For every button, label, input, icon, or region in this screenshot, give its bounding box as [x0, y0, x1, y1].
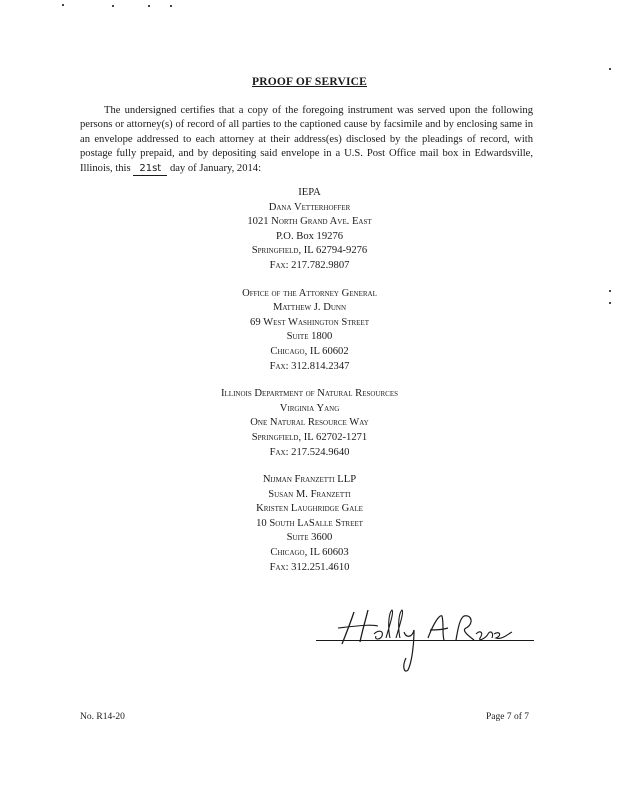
- recipient-name: Susan M. Franzetti: [268, 488, 351, 500]
- scan-speck: [170, 5, 172, 7]
- recipient-city: Springfield, IL 62702-1271: [251, 431, 368, 443]
- document-title: PROOF OF SERVICE: [251, 76, 368, 88]
- recipient-city: Chicago, IL 60602: [270, 345, 349, 357]
- recipient-suite: Suite 3600: [286, 532, 333, 544]
- signature-line: [316, 640, 534, 641]
- scan-speck: [609, 68, 611, 70]
- recipient-suite: Suite 1800: [286, 331, 333, 343]
- page-number: Page 7 of 7: [485, 712, 529, 722]
- case-number: No. R14-20: [80, 712, 125, 722]
- service-list: [0, 186, 619, 588]
- certification-date-text: day of January, 2014:: [169, 162, 262, 174]
- recipient-name: Matthew J. Dunn: [272, 302, 347, 314]
- recipient-org: Nijman Franzetti LLP: [262, 474, 357, 486]
- recipient-po-box: P.O. Box 19276: [275, 230, 344, 242]
- recipient-org: Illinois Department of Natural Resources: [221, 388, 398, 400]
- recipient-name: Virginia Yang: [279, 402, 340, 414]
- recipient-fax: Fax: 217.782.9807: [269, 259, 350, 271]
- handwritten-day: 21st: [133, 163, 167, 176]
- recipient-block-attorney-general: [0, 287, 619, 375]
- recipient-block-iepa: [0, 186, 619, 274]
- recipient-street: 10 South LaSalle Street: [256, 517, 363, 529]
- recipient-org: IEPA: [298, 187, 321, 198]
- recipient-street: 69 West Washington Street: [250, 316, 369, 328]
- certification-paragraph: [80, 104, 533, 176]
- recipient-fax: Fax: 312.814.2347: [269, 360, 350, 372]
- recipient-name: Dana Vetterhoffer: [268, 201, 351, 213]
- handwritten-signature: [316, 604, 536, 678]
- recipient-org: Office of the Attorney General: [242, 287, 377, 299]
- recipient-fax: Fax: 312.251.4610: [269, 561, 350, 573]
- certification-text: The undersigned certifies that a copy of the foregoing instrument was served upon the following persons or attorney(s) of record of all parties to the captioned cause by facsimile and by enclosing same in an envelope addressed to each attorney at their address(es) disclosed by the pleadings of record, with postage fully prepaid, and by depositing said envelope in a U.S. Post Office mail box in Edwardsville, Illinois, this: [80, 105, 533, 174]
- recipient-fax: Fax: 217.524.9640: [269, 446, 350, 458]
- scan-speck: [62, 4, 64, 6]
- recipient-city: Springfield, IL 62794-9276: [251, 245, 368, 257]
- recipient-street: One Natural Resource Way: [250, 417, 369, 429]
- recipient-block-nijman-franzetti: [0, 473, 619, 575]
- recipient-street: 1021 North Grand Ave. East: [247, 216, 372, 228]
- recipient-block-idnr: [0, 387, 619, 460]
- scan-speck: [148, 5, 150, 7]
- recipient-city: Chicago, IL 60603: [270, 547, 349, 559]
- signature-block: [316, 604, 536, 678]
- recipient-name: Kristen Laughridge Gale: [256, 503, 363, 515]
- scan-speck: [112, 5, 114, 7]
